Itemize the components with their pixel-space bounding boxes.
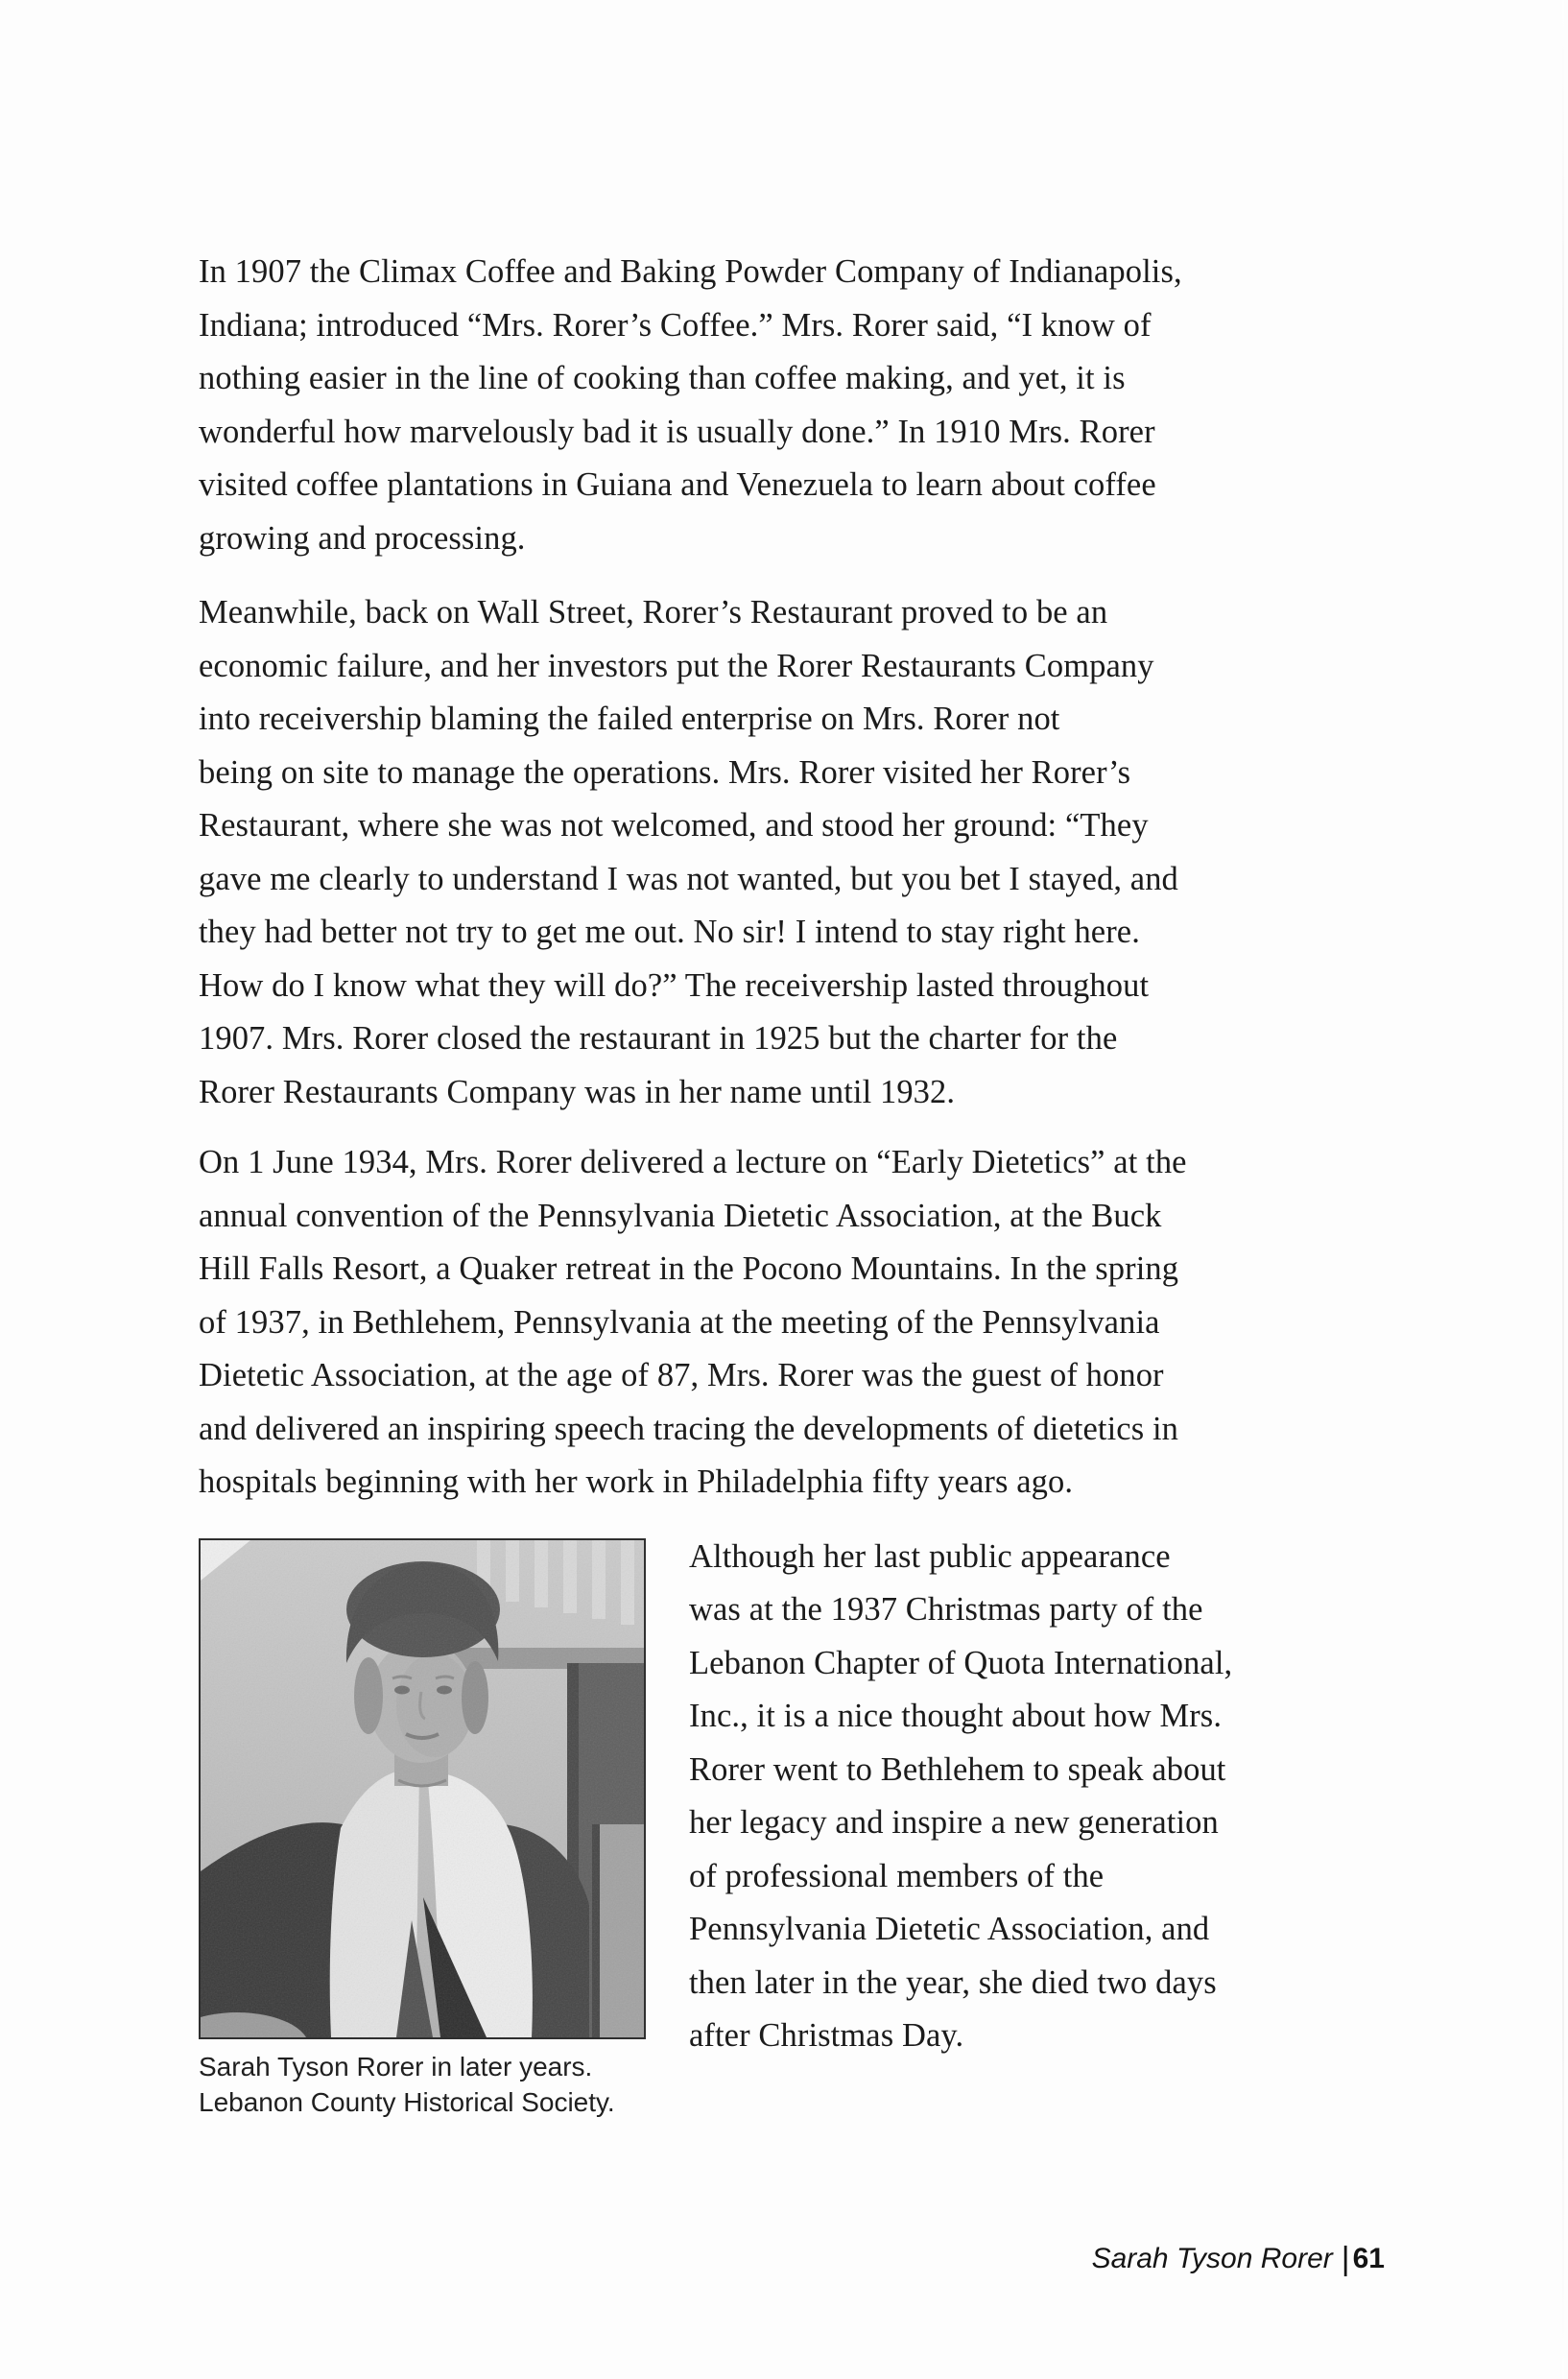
text-line: Dietetic Association, at the age of 87, Mrs. Rorer was the guest of honor [199,1357,1164,1393]
text-line: into receivership blaming the failed enterprise on Mrs. Rorer not [199,701,1060,737]
text-line: Restaurant, where she was not welcomed, and stood her ground: “They [199,807,1149,844]
page-number: 61 [1352,2243,1385,2274]
text-line: 1907. Mrs. Rorer closed the restaurant in 1925 but the charter for the [199,1020,1118,1057]
text-line: Lebanon County Historical Society. [199,2086,615,2117]
photo-figure [199,1538,646,2120]
text-line: How do I know what they will do?” The receivership lasted throughout [199,966,1150,1004]
text-line: Lebanon Chapter of Quota International, [689,1644,1233,1681]
text-line: Meanwhile, back on Wall Street, Rorer’s Restaurant proved to be an [199,594,1108,630]
text-line: Hill Falls Resort, a Quaker retreat in the Pocono Mountains. In the spring [199,1250,1179,1287]
text-line: wonderful how marvelously bad it is usually done.” In 1910 Mrs. Rorer [199,413,1155,450]
text-line: her legacy and inspire a new generation [689,1804,1219,1841]
paragraph-3 [199,1136,1437,1510]
text-line: Inc., it is a nice thought about how Mrs. [689,1698,1223,1734]
text-line: Sarah Tyson Rorer in later years. [199,2051,593,2082]
text-line: and delivered an inspiring speech tracing the developments of dietetics in [199,1410,1178,1447]
page-body [199,246,1437,2120]
paragraph-1 [199,246,1437,565]
text-line: Rorer went to Bethlehem to speak about [689,1750,1226,1788]
paragraph-4 [689,1531,1232,2063]
text-line: Rorer Restaurants Company was in her name until 1932. [199,1073,956,1110]
text-line: hospitals beginning with her work in Philadelphia fifty years ago. [199,1463,1074,1500]
text-line: Although her last public appearance [689,1537,1171,1575]
text-line: was at the 1937 Christmas party of the [689,1591,1203,1628]
text-line: nothing easier in the line of cooking than coffee making, and yet, it is [199,360,1126,396]
page-footer [1092,2241,1385,2278]
text-line: On 1 June 1934, Mrs. Rorer delivered a lecture on “Early Dietetics” at the [199,1144,1187,1180]
sarah-rorer-photo [199,1538,646,2039]
text-line: gave me clearly to understand I was not wanted, but you bet I stayed, and [199,860,1178,897]
paragraph-2 [199,586,1437,1119]
text-line: visited coffee plantations in Guiana and Venezuela to learn about coffee [199,466,1156,503]
text-line: Indiana; introduced “Mrs. Rorer’s Coffee.” Mrs. Rorer said, “I know of [199,306,1152,344]
text-line: of 1937, in Bethlehem, Pennsylvania at the meeting of the Pennsylvania [199,1303,1160,1341]
text-line: being on site to manage the operations. Mrs. Rorer visited her Rorer’s [199,753,1131,791]
figure-row [199,1538,1437,2120]
running-title: Sarah Tyson Rorer [1091,2243,1333,2274]
text-line: then later in the year, she died two days [689,1963,1217,2001]
text-line: In 1907 the Climax Coffee and Baking Powder Company of Indianapolis, [199,253,1182,290]
text-line: economic failure, and her investors put the Rorer Restaurants Company [199,647,1154,684]
text-line: they had better not try to get me out. No sir! I intend to stay right here. [199,914,1140,950]
text-line: after Christmas Day. [689,2017,964,2054]
text-line: of professional members of the [689,1857,1105,1894]
footer-separator: | [1341,2241,1350,2277]
text-line: Pennsylvania Dietetic Association, and [689,1911,1210,1947]
photo-caption [199,2049,646,2120]
text-line: annual convention of the Pennsylvania Dietetic Association, at the Buck [199,1197,1162,1234]
text-line: growing and processing. [199,519,526,557]
portrait-photo-image [201,1540,644,2037]
page-edge-scan-line [1562,0,1564,2379]
